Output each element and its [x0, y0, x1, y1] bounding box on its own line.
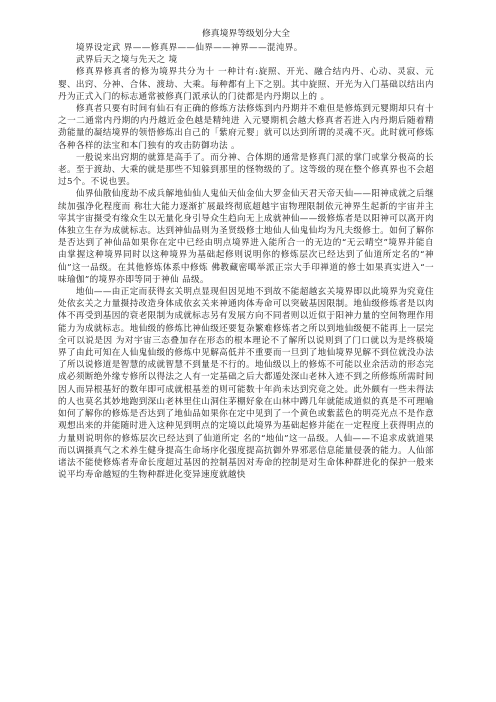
paragraph-inner-core: 修真者只要有时间有仙石有正确的修炼方法修炼到内丹期并不难但是修炼到元婴期却只有十之一二通常内丹期的内丹越近金色越是精纯进 入元婴期机会越大修真者若进入内丹期后随着精劲能量的凝结境界的领悟修炼出自己的「紫府元婴」就可以达到所谓的灵魂不灭。此时就可修炼各种各样的法宝和本门独有的攻击防御功法 。 [58, 104, 434, 151]
document-body [58, 42, 434, 481]
paragraph-cultivation-realm: 修真界修真者的修为境界共分为十 一种计有:旋照、开光、融合结内丹、心动、灵寂、元婴、出窍、分神、合体、渡劫、大乘。每种都有上下之别。其中旋照、开光为入门基础以结出内丹为正式入门的标志通常被修真门派承认的门徒都是内丹期以上的 。 [58, 67, 434, 102]
document-title: 修真境界等级划分大全 [202, 29, 290, 39]
paragraph-immortal-realm: 仙界仙散仙度劫不成兵解地仙仙人鬼仙天仙金仙大罗金仙天君天帝天仙——阳神成就之后继续加强净化程度而 称壮大能力逐渐扩展最终彻底超越宇宙物理限制依元神界生起新的宇宙并主宰其宇宙摄受有缘众生以无量化身引导众生趋向无上成就神仙——级修炼者是以阳神可以离开肉体独立生存为成就标志。达到神仙品则为圣贤级修士地仙人仙鬼仙均为凡夫级修士。如何了解你是否达到了神仙品如果你在定中已经由明点境界进入能所合一的无边的“无云晴空”境界并能自由掌握这种境界同时以这种境界为基础起修则说明你的修炼层次已经达到了仙道所定名的“神仙”这一品级。在其他修炼体系中修炼 佛教藏密噶举派正宗大手印禅道的修士如果真实进入“一味瑜伽”的境界亦即等同于神仙 品级。 [58, 189, 434, 285]
paragraph-realm-settings: 境界设定武 界——修真界——仙界——神界——混沌界。 [76, 43, 303, 53]
paragraph-experts: 一般说来出窍期的就算是高手了。而分神、合体期的通常是修真门派的掌门或掌分极高的长老。至于渡劫、大乘的就是那些不知躲到那里的怪物级的了。这等级的现在整个修真界也不会超 过5个。不说也罢。 [58, 152, 434, 188]
paragraph-martial-realm: 武界后天之境与先天之 境 [76, 55, 178, 66]
paragraph-earth-immortal: 地仙——由正定而获得玄关明点显现但因见地不到故不能超越玄关境界即以此境界为究竟住处依玄关之力量摄持改造身体成依玄关来神通肉体寿命可以突破基因限制。地仙级修炼者是以肉体不再受到基因的衰老限制为成就标志另有发展方向不同者则以近似于阳神力量的空间物理作用能力为成就标志。地仙级的修炼比神仙级还要复杂繁难修炼者之所以到地仙级便不能再上一层完全可以说是因 为对宇宙三态叠加存在形态的根本理论不了解所以说则到了门口就以为是终极境界了由此可知在人仙鬼仙级的修炼中见解高低并不重要而一旦到了地仙境界见解不到位就没办法了所以说修道是智慧的成就智慧不到量是不行的。地仙级以上的修炼不可能以业余活动的形态完成必须断绝外缘专修所以得法之人有一定基础之后大都遁处深山老林入迹不到之所修炼所需时间因人而异根基好的数年即可成就根基差的则可能数十年尚未达到究竟之处。此外颇有一些未得法的人也莫名其妙地跑到深山老林里住山洞住茅棚好象在山林中蹲几年就能成道似的真是不可理喻如何了解你的修炼是否达到了地仙品如果你在定中见到了一个黄色或紫蓝色的明亮光点不是作意观想出来的并能随时进入这种见到明点的定境以此境界为基础起修并能在一定程度上获得明点的力量则说明你的修炼层次已经达到了仙道所定 名的“地仙”这一品级。人仙——不追求成就道果而以调摄真气之术养生健身提高生命场序化强度提高抗御外界邪恶信息能量侵袭的能力。人仙部诸法不能使修炼者寿命长度超过基因的控制基因对寿命的控制是对生命体种群进化的保护一般来说平均寿命越短的生物种群进化变异速度就越快 [58, 287, 434, 481]
